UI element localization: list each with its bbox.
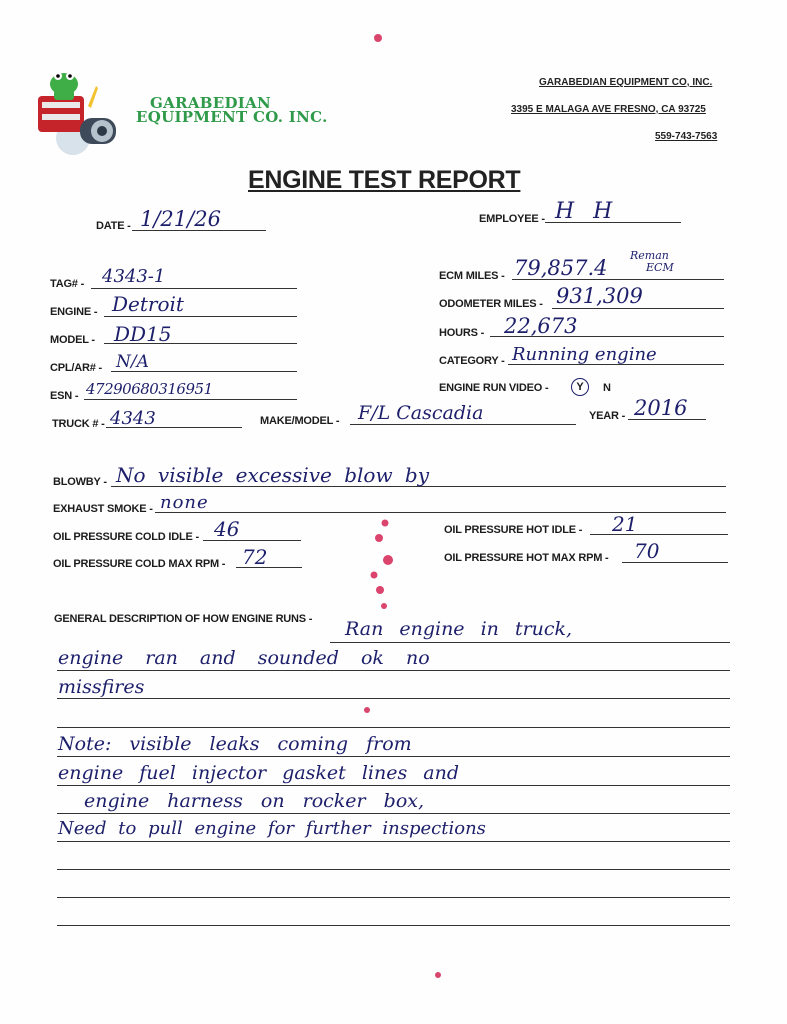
general-line-10: [57, 925, 730, 926]
general-line-3: [57, 727, 730, 728]
oil-cold-idle-value: 46: [214, 517, 240, 541]
ink-spot: [375, 534, 383, 542]
odometer-underline: [552, 308, 724, 309]
general-line-4: [57, 756, 730, 757]
oil-cold-idle-label: OIL PRESSURE COLD IDLE -: [53, 531, 199, 543]
general-line-0: [330, 642, 730, 643]
video-yes-circled: Y: [571, 378, 589, 396]
ink-spot: [364, 707, 370, 713]
ecm-miles-value: 79,857.4: [514, 256, 608, 280]
general-description-label: GENERAL DESCRIPTION OF HOW ENGINE RUNS -: [54, 613, 313, 625]
ink-spot: [371, 572, 378, 579]
logo-line-1: GARABEDIAN: [150, 94, 272, 112]
ink-spot: [435, 972, 441, 978]
date-label: DATE -: [96, 220, 131, 232]
frog-engine-logo-icon: [28, 66, 126, 156]
blowby-value: No visible excessive blow by: [116, 463, 430, 487]
general-text-5: Note: visible leaks coming from: [58, 733, 412, 755]
oil-cold-max-value: 72: [242, 545, 268, 569]
year-value: 2016: [634, 396, 688, 420]
truck-label: TRUCK # -: [52, 418, 105, 430]
general-text-2: engine ran and sounded ok no: [58, 647, 430, 669]
truck-value: 4343: [110, 408, 156, 429]
year-label: YEAR -: [589, 410, 626, 422]
esn-underline: [84, 399, 297, 400]
category-value: Running engine: [512, 344, 657, 365]
employee-value: H H: [555, 199, 619, 224]
cpl-label: CPL/AR# -: [50, 362, 102, 374]
general-text-8: Need to pull engine for further inspections: [58, 818, 486, 839]
esn-value: 47290680316951: [86, 380, 213, 398]
esn-label: ESN -: [50, 390, 79, 402]
ink-spot: [374, 34, 382, 42]
ink-spot: [381, 603, 387, 609]
general-line-8: [57, 869, 730, 870]
ink-spot: [382, 520, 389, 527]
exhaust-value: none: [160, 492, 209, 513]
model-value: DD15: [114, 322, 172, 346]
oil-cold-max-label: OIL PRESSURE COLD MAX RPM -: [53, 558, 226, 570]
oil-hot-max-label: OIL PRESSURE HOT MAX RPM -: [444, 552, 609, 564]
make-model-label: MAKE/MODEL -: [260, 415, 340, 427]
oil-hot-idle-label: OIL PRESSURE HOT IDLE -: [444, 524, 583, 536]
odometer-value: 931,309: [556, 284, 643, 308]
general-line-9: [57, 897, 730, 898]
video-no: N: [603, 382, 611, 394]
ecm-miles-label: ECM MILES -: [439, 270, 505, 282]
report-title: ENGINE TEST REPORT: [248, 166, 521, 194]
date-value: 1/21/26: [140, 207, 221, 231]
general-text-1: Ran engine in truck,: [345, 618, 573, 640]
blowby-label: BLOWBY -: [53, 476, 107, 488]
general-line-5: [57, 785, 730, 786]
logo-line-2: EQUIPMENT CO. INC.: [136, 108, 328, 126]
make-model-value: F/L Cascadia: [358, 402, 484, 424]
general-line-6: [57, 813, 730, 814]
ecm-note-line-1: Reman: [630, 249, 669, 262]
ink-spot: [376, 586, 384, 594]
engine-value: Detroit: [112, 292, 184, 316]
employee-label: EMPLOYEE -: [479, 213, 545, 225]
general-line-2: [57, 698, 730, 699]
ecm-note-line-2: ECM: [646, 261, 674, 274]
oil-hot-idle-value: 21: [612, 512, 638, 536]
general-line-7: [57, 841, 730, 842]
tag-label: TAG# -: [50, 278, 85, 290]
company-name: GARABEDIAN EQUIPMENT CO, INC.: [539, 77, 713, 88]
tag-value: 4343-1: [102, 266, 166, 287]
tag-underline: [91, 288, 297, 289]
oil-hot-idle-underline: [590, 534, 728, 535]
company-address: 3395 E MALAGA AVE FRESNO, CA 93725: [511, 104, 706, 115]
engine-underline: [104, 316, 297, 317]
exhaust-label: EXHAUST SMOKE -: [53, 503, 153, 515]
oil-hot-max-value: 70: [634, 539, 660, 563]
general-text-7: engine harness on rocker box,: [84, 790, 425, 812]
general-text-3: missfires: [58, 676, 145, 698]
exhaust-underline: [155, 512, 726, 513]
make-model-underline: [350, 424, 576, 425]
odometer-label: ODOMETER MILES -: [439, 298, 543, 310]
general-line-1: [57, 670, 730, 671]
engine-label: ENGINE -: [50, 306, 98, 318]
cpl-value: N/A: [116, 352, 149, 372]
hours-label: HOURS -: [439, 327, 485, 339]
video-label: ENGINE RUN VIDEO -: [439, 382, 549, 394]
category-label: CATEGORY -: [439, 355, 505, 367]
general-text-6: engine fuel injector gasket lines and: [58, 762, 459, 784]
ink-spot: [383, 555, 393, 565]
company-phone: 559-743-7563: [655, 131, 718, 142]
model-label: MODEL -: [50, 334, 95, 346]
hours-value: 22,673: [504, 314, 578, 338]
